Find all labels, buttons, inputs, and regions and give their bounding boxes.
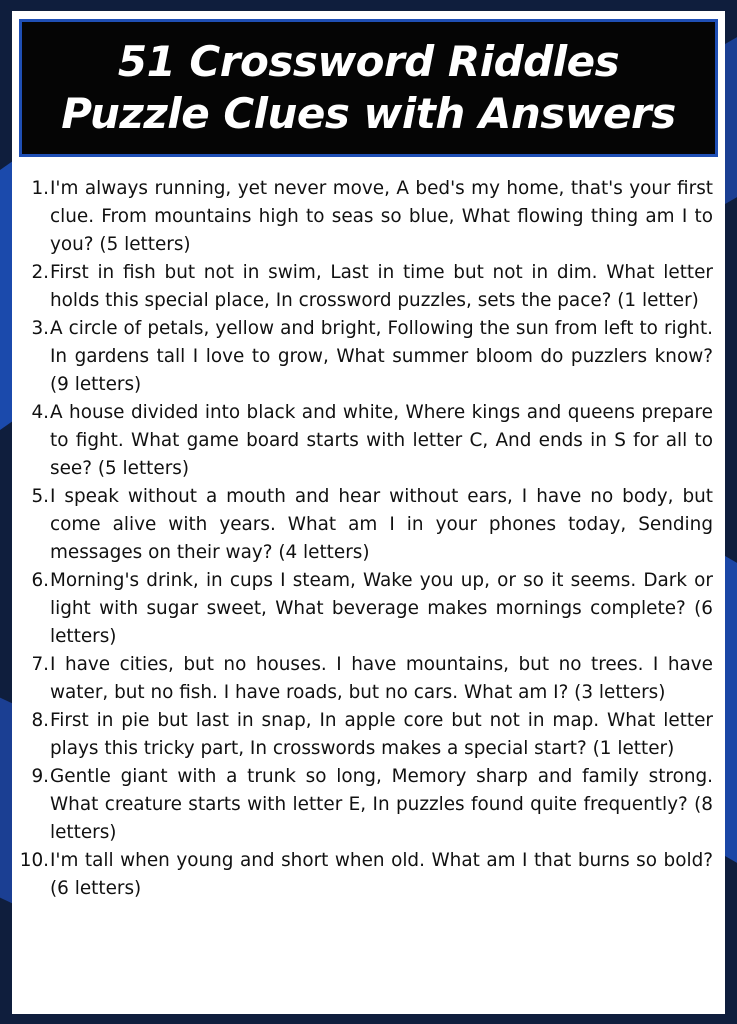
riddle-item — [12, 651, 725, 707]
riddle-item — [12, 399, 725, 483]
riddle-item — [12, 567, 725, 651]
riddle-number: 10. — [19, 850, 49, 871]
riddle-item — [12, 175, 725, 259]
riddle-item — [12, 315, 725, 399]
riddle-text: Gentle giant with a trunk so long, Memory sharp and family strong. What creature starts with letter E, In puzzles found quite frequently? (8 letters) — [50, 766, 713, 843]
riddle-number: 9. — [31, 766, 49, 787]
riddle-number: 7. — [31, 654, 49, 675]
riddle-item — [12, 847, 725, 903]
page-title-line-2: Puzzle Clues with Answers — [61, 89, 676, 138]
riddle-text: I'm tall when young and short when old. What am I that burns so bold? (6 letters) — [50, 850, 713, 899]
riddle-item — [12, 483, 725, 567]
riddle-text: A house divided into black and white, Where kings and queens prepare to fight. What game board starts with letter C, And ends in S for all to see? (5 letters) — [50, 402, 713, 479]
riddle-item — [12, 259, 725, 315]
riddle-text: First in pie but last in snap, In apple core but not in map. What letter plays this tricky part, In crosswords makes a special start? (1 letter) — [50, 710, 713, 759]
riddle-number: 4. — [31, 402, 49, 423]
riddle-text: First in fish but not in swim, Last in time but not in dim. What letter holds this special place, In crossword puzzles, sets the pace? (1 letter) — [50, 262, 713, 311]
riddle-text: Morning's drink, in cups I steam, Wake you up, or so it seems. Dark or light with sugar sweet, What beverage makes mornings complete? (6 letters) — [50, 570, 713, 647]
riddle-item — [12, 707, 725, 763]
riddle-number: 5. — [31, 486, 49, 507]
riddle-text: I have cities, but no houses. I have mountains, but no trees. I have water, but no fish. I have roads, but no cars. What am I? (3 letters) — [50, 654, 713, 703]
riddle-number: 3. — [31, 318, 49, 339]
riddle-text: A circle of petals, yellow and bright, Following the sun from left to right. In gardens tall I love to grow, What summer bloom do puzzlers know? (9 letters) — [50, 318, 713, 395]
riddle-item — [12, 763, 725, 847]
riddle-text: I'm always running, yet never move, A bed's my home, that's your first clue. From mountains high to seas so blue, What flowing thing am I to you? (5 letters) — [50, 178, 713, 255]
riddle-number: 6. — [31, 570, 49, 591]
riddle-number: 1. — [31, 178, 49, 199]
riddle-number: 2. — [31, 262, 49, 283]
riddle-list — [12, 175, 725, 903]
riddle-number: 8. — [31, 710, 49, 731]
riddle-text: I speak without a mouth and hear without ears, I have no body, but come alive with years. What am I in your phones today, Sending messages on their way? (4 letters) — [50, 486, 713, 563]
content-card — [12, 11, 725, 1014]
page-title-line-1: 51 Crossword Riddles — [117, 37, 620, 86]
title-banner — [19, 19, 718, 157]
